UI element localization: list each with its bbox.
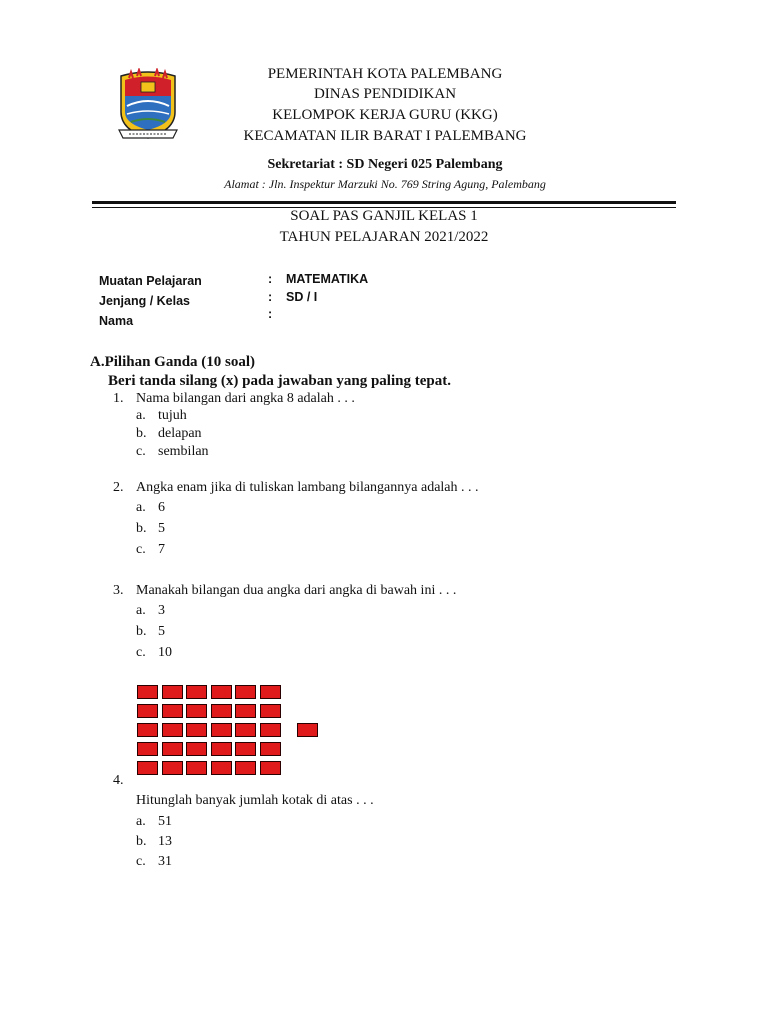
question-number: 1. [113, 391, 124, 406]
option-label: c. [136, 645, 146, 660]
option-label: b. [136, 624, 147, 639]
exam-title: SOAL PAS GANJIL KELAS 1 [290, 208, 478, 224]
header-line-1: PEMERINTAH KOTA PALEMBANG [267, 66, 503, 82]
option-label: a. [136, 500, 146, 515]
address-text: Alamat : Jln. Inspektur Marzuki No. 769 String Agung, Palembang [224, 177, 546, 191]
count-box [260, 723, 281, 737]
section-title: A.Pilihan Ganda (10 soal) [90, 354, 256, 370]
count-box [235, 761, 256, 775]
option-label: b. [136, 834, 147, 849]
option-value: 10 [158, 645, 172, 660]
info-colon-subject: : [268, 272, 273, 286]
count-box [137, 704, 158, 718]
count-box [137, 742, 158, 756]
count-box [186, 742, 207, 756]
count-box [260, 685, 281, 699]
option-value: 31 [158, 854, 172, 869]
sekretariat-text: Sekretariat : SD Negeri 025 Palembang [267, 157, 503, 172]
count-box [162, 742, 183, 756]
option-label: a. [136, 408, 146, 423]
count-box [260, 761, 281, 775]
header-line-3: KELOMPOK KERJA GURU (KKG) [272, 107, 498, 123]
palembang-city-emblem-icon [117, 68, 179, 144]
count-box-extra [297, 723, 318, 737]
count-box [186, 704, 207, 718]
count-box [162, 761, 183, 775]
header-line-2: DINAS PENDIDIKAN [313, 86, 457, 102]
question-text: Hitunglah banyak jumlah kotak di atas . . . [136, 793, 374, 808]
info-colon-name: : [268, 307, 273, 321]
institution-header [190, 64, 580, 148]
count-box [235, 742, 256, 756]
option-label: b. [136, 426, 147, 441]
count-box [211, 685, 232, 699]
option-label: c. [136, 542, 146, 557]
count-box [211, 761, 232, 775]
question-number: 4. [113, 773, 124, 788]
info-label-subject: Muatan Pelajaran [99, 274, 202, 288]
info-label-class: Jenjang / Kelas [99, 294, 191, 308]
header-line-4: KECAMATAN ILIR BARAT I PALEMBANG [243, 128, 527, 144]
option-value: 13 [158, 834, 172, 849]
option-value: delapan [158, 426, 202, 441]
exam-year: TAHUN PELAJARAN 2021/2022 [279, 229, 489, 245]
option-label: a. [136, 814, 146, 829]
count-box [235, 704, 256, 718]
count-box [162, 704, 183, 718]
info-colon-class: : [268, 290, 273, 304]
option-value: 3 [158, 603, 165, 618]
question-text: Manakah bilangan dua angka dari angka di bawah ini . . . [136, 583, 457, 598]
option-value: 5 [158, 521, 165, 536]
option-label: c. [136, 854, 146, 869]
count-box [260, 742, 281, 756]
count-box [186, 723, 207, 737]
count-box [137, 685, 158, 699]
option-label: b. [136, 521, 147, 536]
section-instruction: Beri tanda silang (x) pada jawaban yang paling tepat. [108, 373, 451, 389]
count-box [186, 685, 207, 699]
counting-boxes-figure [137, 685, 321, 781]
option-value: 6 [158, 500, 165, 515]
count-box [211, 704, 232, 718]
count-box [235, 685, 256, 699]
count-box [211, 742, 232, 756]
option-label: a. [136, 603, 146, 618]
info-value-subject: MATEMATIKA [286, 272, 369, 286]
option-value: 5 [158, 624, 165, 639]
option-value: 7 [158, 542, 165, 557]
count-box [162, 723, 183, 737]
count-box [137, 761, 158, 775]
info-value-class: SD / I [286, 290, 318, 304]
option-value: tujuh [158, 408, 187, 423]
info-label-name: Nama [99, 314, 134, 328]
option-label: c. [136, 444, 146, 459]
option-value: 51 [158, 814, 172, 829]
question-text: Angka enam jika di tuliskan lambang bilangannya adalah . . . [136, 480, 479, 495]
count-box [211, 723, 232, 737]
count-box [260, 704, 281, 718]
count-box [137, 723, 158, 737]
count-box [162, 685, 183, 699]
option-value: sembilan [158, 444, 209, 459]
question-text: Nama bilangan dari angka 8 adalah . . . [136, 391, 355, 406]
count-box [186, 761, 207, 775]
header-divider-thick [92, 201, 676, 204]
count-box [235, 723, 256, 737]
question-number: 3. [113, 583, 124, 598]
question-number: 2. [113, 480, 124, 495]
